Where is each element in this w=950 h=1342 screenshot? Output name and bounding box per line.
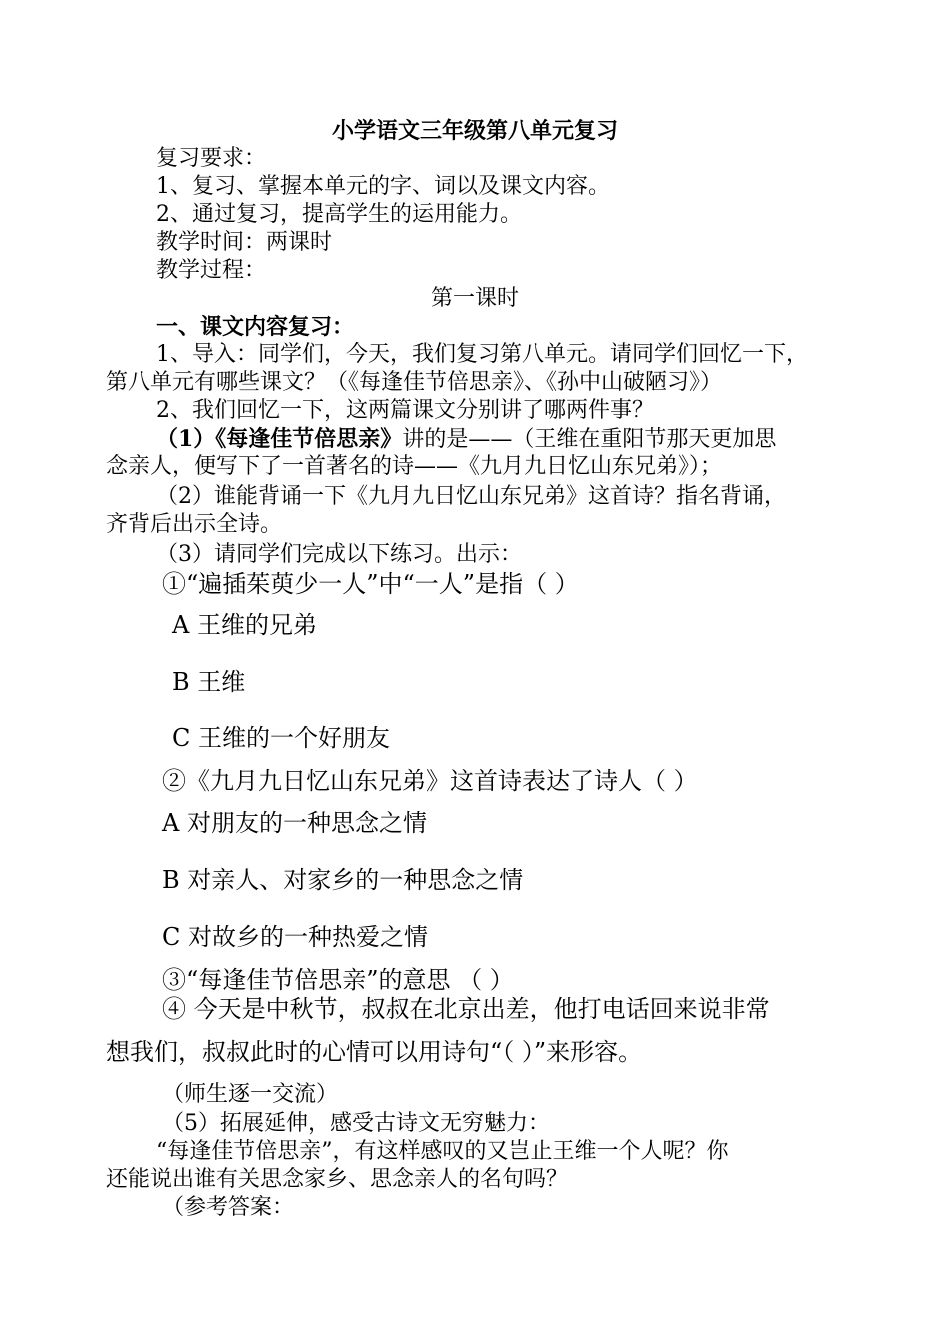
recall-question: 2、我们回忆一下，这两篇课文分别讲了哪两件事？ bbox=[156, 398, 654, 423]
question-4-line-2: 想我们，叔叔此时的心情可以用诗句“（ ）”来形容。 bbox=[106, 1038, 643, 1066]
requirement-2: 2、通过复习，提高学生的运用能力。 bbox=[156, 202, 522, 227]
paragraph-5-line-2: 还能说出谁有关思念家乡、思念亲人的名句吗？ bbox=[106, 1167, 569, 1192]
teaching-process: 教学过程： bbox=[156, 258, 267, 283]
paragraph-1-line-1 bbox=[156, 425, 846, 454]
teaching-time: 教学时间：两课时 bbox=[156, 230, 333, 255]
question-2-option-a: A 对朋友的一种思念之情 bbox=[162, 809, 427, 837]
question-2: ②《九月九日忆山东兄弟》这首诗表达了诗人（ ） bbox=[162, 767, 698, 795]
reference-answer: （参考答案： bbox=[162, 1195, 295, 1220]
paragraph-2-line-1: （2）谁能背诵一下《九月九日忆山东兄弟》这首诗？指名背诵， bbox=[156, 484, 786, 509]
question-3: ③“每逢佳节倍思亲”的意思 （ ） bbox=[162, 966, 514, 994]
question-2-option-c: C 对故乡的一种热爱之情 bbox=[162, 923, 428, 951]
paragraph-1-text: 讲的是——（王维在重阳节那天更加思 bbox=[402, 427, 777, 452]
question-2-option-b: B 对亲人、对家乡的一种思念之情 bbox=[162, 866, 524, 894]
question-4-line-1: ④ 今天是中秋节，叔叔在北京出差，他打电话回来说非常 bbox=[162, 995, 770, 1023]
paragraph-5-line-1: “每逢佳节倍思亲”，有这样感叹的又岂止王维一个人呢？你 bbox=[156, 1139, 729, 1164]
requirement-1: 1、复习、掌握本单元的字、词以及课文内容。 bbox=[156, 174, 610, 199]
intro-line-1: 1、导入：同学们，今天，我们复习第八单元。请同学们回忆一下， bbox=[156, 342, 808, 367]
paragraph-1-line-2: 念亲人，便写下了一首著名的诗——《九月九日忆山东兄弟》）； bbox=[106, 454, 723, 479]
requirements-heading: 复习要求： bbox=[156, 146, 267, 171]
lesson-heading: 第一课时 bbox=[430, 286, 519, 311]
paragraph-5: （5）拓展延伸，感受古诗文无穷魅力： bbox=[162, 1111, 550, 1136]
paragraph-2-line-2: 齐背后出示全诗。 bbox=[106, 512, 283, 537]
question-1-option-c: C 王维的一个好朋友 bbox=[172, 724, 390, 752]
intro-line-2: 第八单元有哪些课文？（《每逢佳节倍思亲》、《孙中山破陋习》） bbox=[106, 370, 723, 395]
poem-title-bold: （1）《每逢佳节倍思亲》 bbox=[156, 426, 403, 452]
question-1-option-a: A 王维的兄弟 bbox=[172, 611, 317, 639]
question-1-option-b: B 王维 bbox=[172, 668, 246, 696]
paragraph-3: （3）请同学们完成以下练习。出示： bbox=[156, 542, 522, 567]
teacher-student-exchange: （师生逐一交流） bbox=[162, 1082, 339, 1107]
question-1: ①“遍插茱萸少一人”中“一人”是指（ ） bbox=[162, 570, 579, 598]
document-title: 小学语文三年级第八单元复习 bbox=[331, 118, 618, 144]
section-heading: 一、课文内容复习： bbox=[156, 314, 355, 340]
